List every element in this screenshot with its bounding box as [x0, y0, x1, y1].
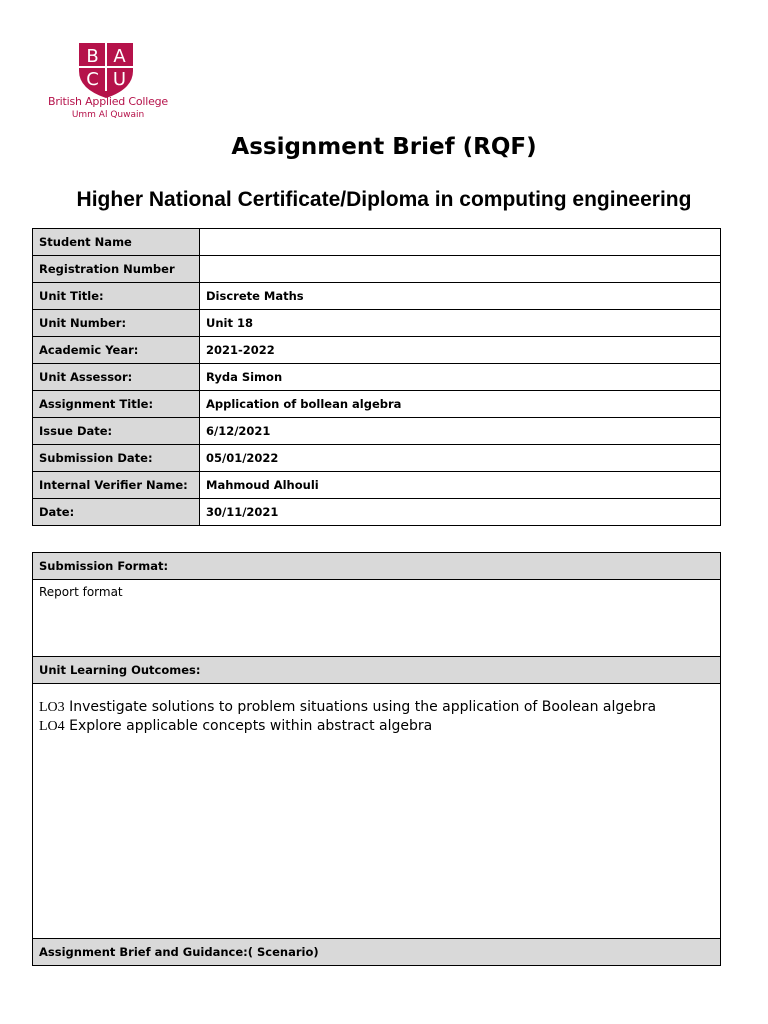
info-label: Submission Date: — [33, 445, 200, 472]
page-subtitle: Higher National Certificate/Diploma in computing engineering — [76, 188, 692, 211]
info-label: Unit Number: — [33, 310, 200, 337]
info-value — [200, 256, 721, 283]
info-label: Internal Verifier Name: — [33, 472, 200, 499]
info-row — [33, 310, 721, 337]
info-value: 2021-2022 — [200, 337, 721, 364]
info-label: Student Name — [33, 229, 200, 256]
learning-outcome-item — [39, 698, 714, 717]
guidance-heading: Assignment Brief and Guidance:( Scenario) — [33, 939, 721, 966]
learning-outcome-text: Investigate solutions to problem situations using the application of Boolean algebra — [69, 699, 657, 715]
assignment-info-table — [32, 228, 721, 526]
info-label: Issue Date: — [33, 418, 200, 445]
learning-outcome-code: LO3 — [39, 700, 65, 715]
shield-crest-icon — [75, 41, 137, 99]
logo-letter: U — [112, 69, 127, 90]
submission-table — [32, 552, 721, 966]
info-row — [33, 283, 721, 310]
info-value: Discrete Maths — [200, 283, 721, 310]
info-value: Ryda Simon — [200, 364, 721, 391]
info-value: 30/11/2021 — [200, 499, 721, 526]
info-label: Assignment Title: — [33, 391, 200, 418]
learning-outcomes-heading: Unit Learning Outcomes: — [33, 657, 721, 684]
info-row — [33, 499, 721, 526]
info-value: Application of bollean algebra — [200, 391, 721, 418]
submission-format-heading: Submission Format: — [33, 553, 721, 580]
info-row — [33, 229, 721, 256]
college-location: Umm Al Quwain — [71, 110, 145, 120]
info-row — [33, 472, 721, 499]
learning-outcomes-list — [33, 684, 721, 939]
info-label: Unit Title: — [33, 283, 200, 310]
info-row — [33, 256, 721, 283]
logo-letter: B — [86, 46, 99, 67]
college-name: British Applied College — [48, 95, 168, 108]
info-row — [33, 418, 721, 445]
info-row — [33, 391, 721, 418]
submission-format-text: Report format — [33, 580, 721, 657]
info-value: Mahmoud Alhouli — [200, 472, 721, 499]
learning-outcome-code: LO4 — [39, 719, 65, 734]
info-value — [200, 229, 721, 256]
logo-letter: C — [86, 69, 99, 90]
info-value: Unit 18 — [200, 310, 721, 337]
info-row — [33, 337, 721, 364]
logo-letter: A — [113, 46, 126, 67]
learning-outcome-item — [39, 717, 714, 736]
learning-outcome-text: Explore applicable concepts within abstract algebra — [69, 718, 433, 734]
info-row — [33, 364, 721, 391]
info-value: 05/01/2022 — [200, 445, 721, 472]
page-title: Assignment Brief (RQF) — [231, 134, 537, 160]
info-label: Date: — [33, 499, 200, 526]
college-logo — [38, 40, 178, 120]
info-value: 6/12/2021 — [200, 418, 721, 445]
info-label: Registration Number — [33, 256, 200, 283]
info-label: Academic Year: — [33, 337, 200, 364]
info-label: Unit Assessor: — [33, 364, 200, 391]
info-row — [33, 445, 721, 472]
